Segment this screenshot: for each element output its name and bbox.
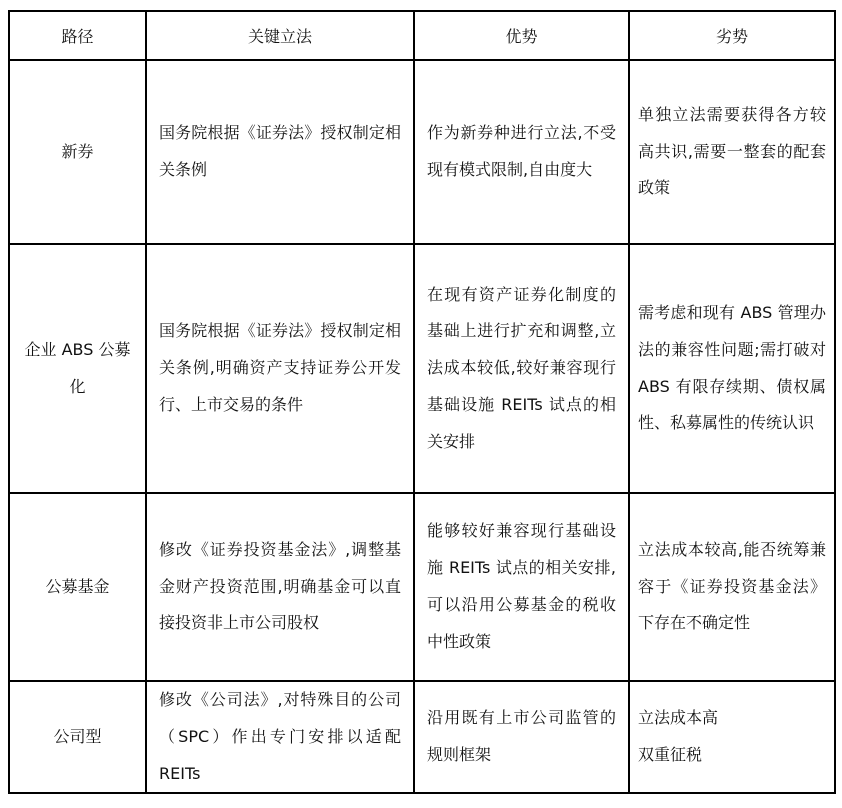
cell-legislation-text: 国务院根据《证券法》授权制定相关条例 xyxy=(159,123,401,179)
document-body xyxy=(8,10,836,794)
cell-advantage-text: 在现有资产证券化制度的基础上进行扩充和调整,立法成本较低,较好兼容现行基础设施 REITs 试点的相关安排 xyxy=(427,284,616,451)
cell-path xyxy=(9,493,146,681)
cell-path-text: 新券 xyxy=(61,141,94,161)
table-row xyxy=(9,493,835,681)
reits-legislation-comparison-table xyxy=(8,10,836,794)
cell-path xyxy=(9,681,146,793)
cell-advantage-text: 作为新券种进行立法,不受现有模式限制,自由度大 xyxy=(427,123,616,179)
cell-path xyxy=(9,60,146,244)
cell-disadvantage-text: 双重征税 xyxy=(638,745,703,765)
cell-advantage xyxy=(414,244,629,493)
cell-legislation-text: 修改《公司法》,对特殊目的公司（SPC）作出专门安排以适配 REITs xyxy=(159,690,401,783)
table-row xyxy=(9,681,835,793)
cell-legislation-text: 国务院根据《证券法》授权制定相关条例,明确资产支持证券公开发行、上市交易的条件 xyxy=(159,321,401,414)
cell-path-text: 企业 ABS 公募化 xyxy=(24,339,131,396)
cell-advantage xyxy=(414,60,629,244)
table-row xyxy=(9,244,835,493)
cell-path-text: 公募基金 xyxy=(45,576,110,596)
col-header-disadvantages: 劣势 xyxy=(629,11,835,60)
cell-disadvantage-text: 单独立法需要获得各方较高共识,需要一整套的配套政策 xyxy=(638,104,826,198)
table-row xyxy=(9,60,835,244)
cell-disadvantage xyxy=(629,681,835,793)
cell-disadvantage-text: 立法成本高 xyxy=(638,708,719,728)
cell-disadvantage xyxy=(629,493,835,681)
col-header-path: 路径 xyxy=(9,11,146,60)
col-header-advantages: 优势 xyxy=(414,11,629,60)
cell-path-text: 公司型 xyxy=(53,726,102,746)
cell-disadvantage-text: 需考虑和现有 ABS 管理办法的兼容性问题;需打破对 ABS 有限存续期、债权属性、私募属性的传统认识 xyxy=(638,302,826,433)
cell-legislation xyxy=(146,681,414,793)
cell-disadvantage xyxy=(629,244,835,493)
cell-disadvantage-text: 立法成本较高,能否统筹兼容于《证券投资基金法》下存在不确定性 xyxy=(638,539,826,633)
cell-advantage-text: 沿用既有上市公司监管的规则框架 xyxy=(427,708,616,765)
cell-disadvantage xyxy=(629,60,835,244)
cell-path xyxy=(9,244,146,493)
cell-legislation xyxy=(146,60,414,244)
cell-advantage xyxy=(414,493,629,681)
cell-legislation xyxy=(146,244,414,493)
cell-legislation-text: 修改《证券投资基金法》,调整基金财产投资范围,明确基金可以直接投资非上市公司股权 xyxy=(159,539,401,633)
col-header-key-legislation: 关键立法 xyxy=(146,11,414,60)
header-row xyxy=(9,11,835,60)
cell-legislation xyxy=(146,493,414,681)
cell-advantage xyxy=(414,681,629,793)
cell-advantage-text: 能够较好兼容现行基础设施 REITs 试点的相关安排,可以沿用公募基金的税收中性政策 xyxy=(427,521,616,651)
